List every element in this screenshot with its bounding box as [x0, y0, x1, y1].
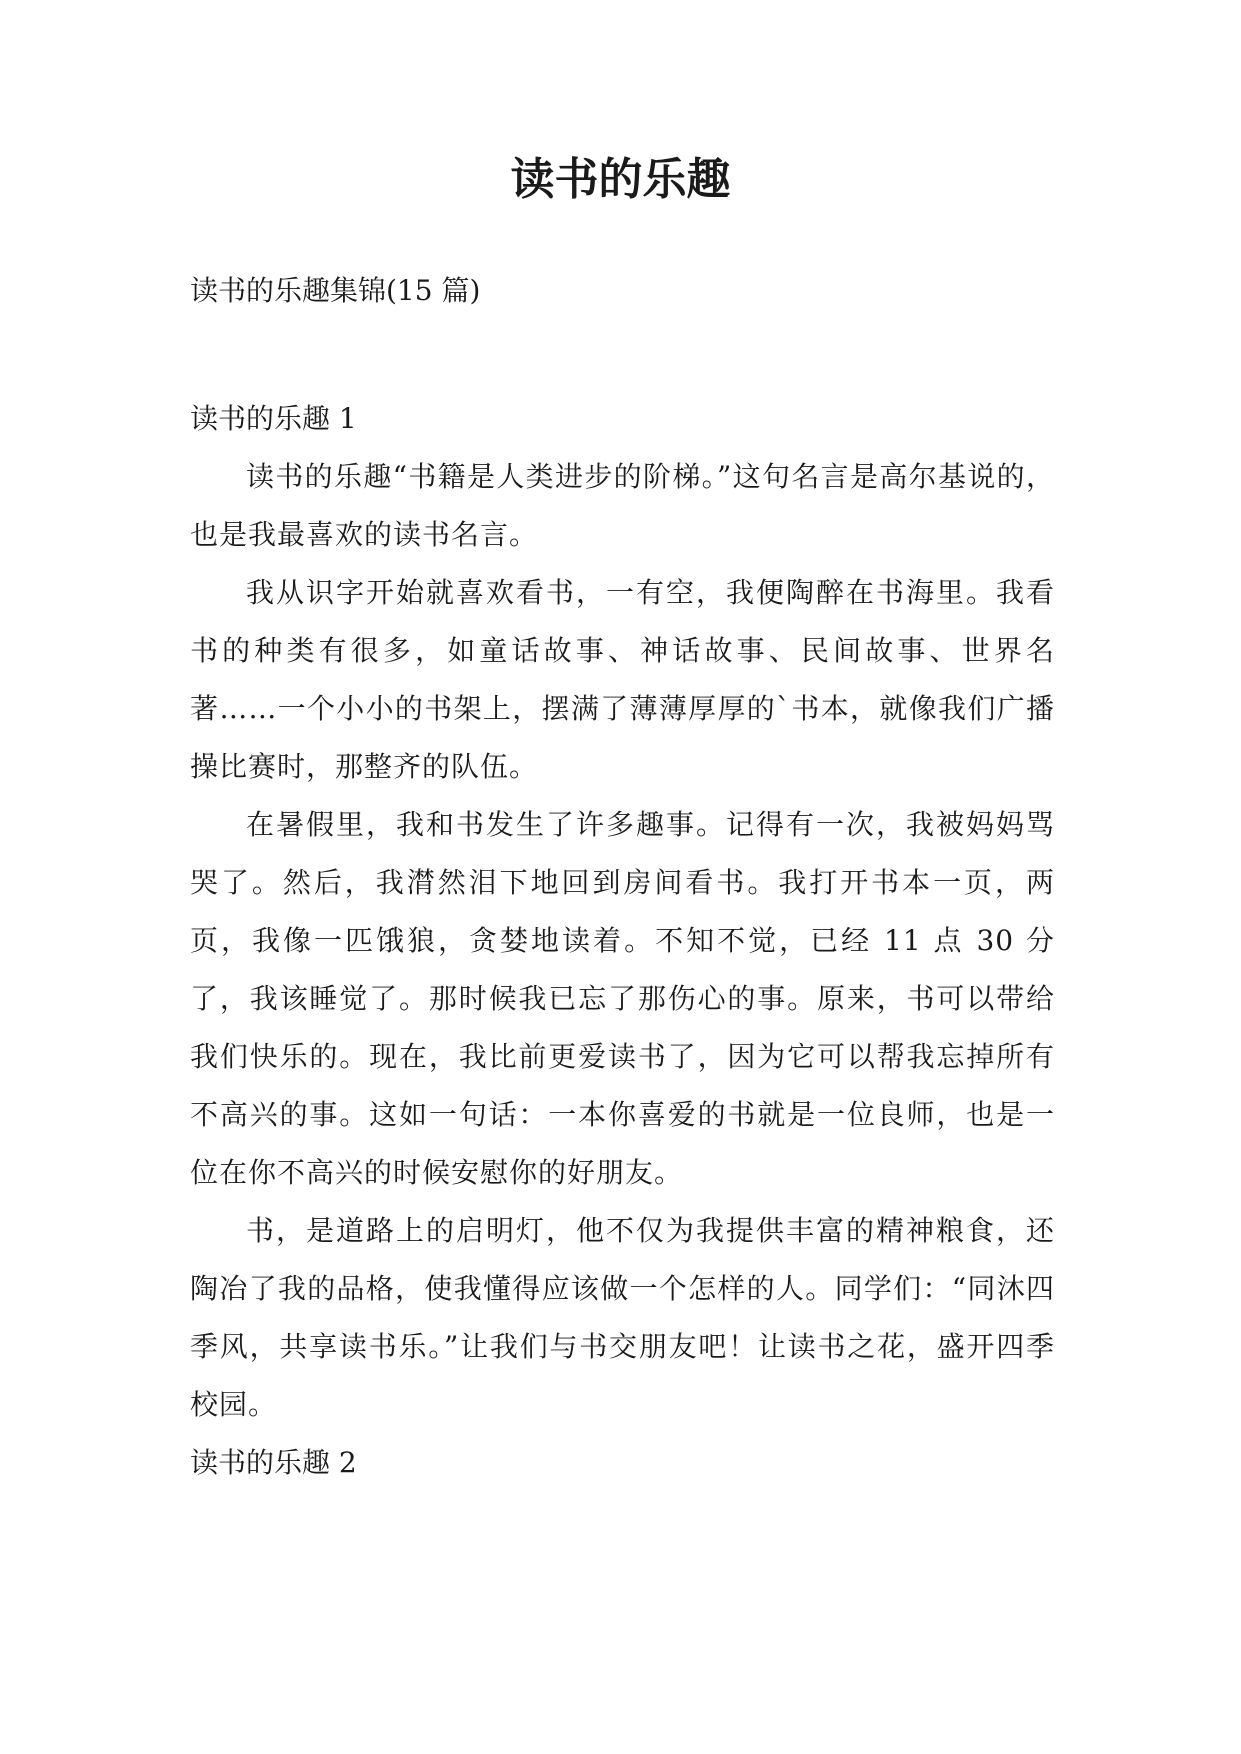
section-heading: 读书的乐趣 2 [190, 1446, 357, 1479]
document-body [190, 262, 1055, 1492]
document-title: 读书的乐趣 [510, 154, 731, 205]
paragraph: 我从识字开始就喜欢看书，一有空，我便陶醉在书海里。我看书的种类有很多，如童话故事、神话故事、民间故事、世界名著……一个小小的书架上，摆满了薄薄厚厚的`书本，就像我们广播操比赛时，那整齐的队伍。 [190, 576, 1055, 783]
section-heading: 读书的乐趣 1 [190, 402, 357, 435]
paragraph: 书，是道路上的启明灯，他不仅为我提供丰富的精神粮食，还陶冶了我的品格，使我懂得应该做一个怎样的人。同学们：“同沐四季风，共享读书乐。”让我们与书交朋友吧！让读书之花，盛开四季校园。 [190, 1214, 1055, 1421]
paragraph: 读书的乐趣“书籍是人类进步的阶梯。”这句名言是高尔基说的，也是我最喜欢的读书名言。 [190, 460, 1055, 551]
document-subtitle: 读书的乐趣集锦(15 篇) [190, 274, 481, 307]
paragraph: 在暑假里，我和书发生了许多趣事。记得有一次，我被妈妈骂哭了。然后，我潸然泪下地回到房间看书。我打开书本一页，两页，我像一匹饿狼，贪婪地读着。不知不觉，已经 11 点 30 分了，我该睡觉了。那时候我已忘了那伤心的事。原来，书可以带给我们快乐的。现在，我比前更爱读书了，因为它可以帮我忘掉所有不高兴的事。这如一句话：一本你喜爱的书就是一位良师，也是一位在你不高兴的时候安慰你的好朋友。 [190, 808, 1055, 1189]
